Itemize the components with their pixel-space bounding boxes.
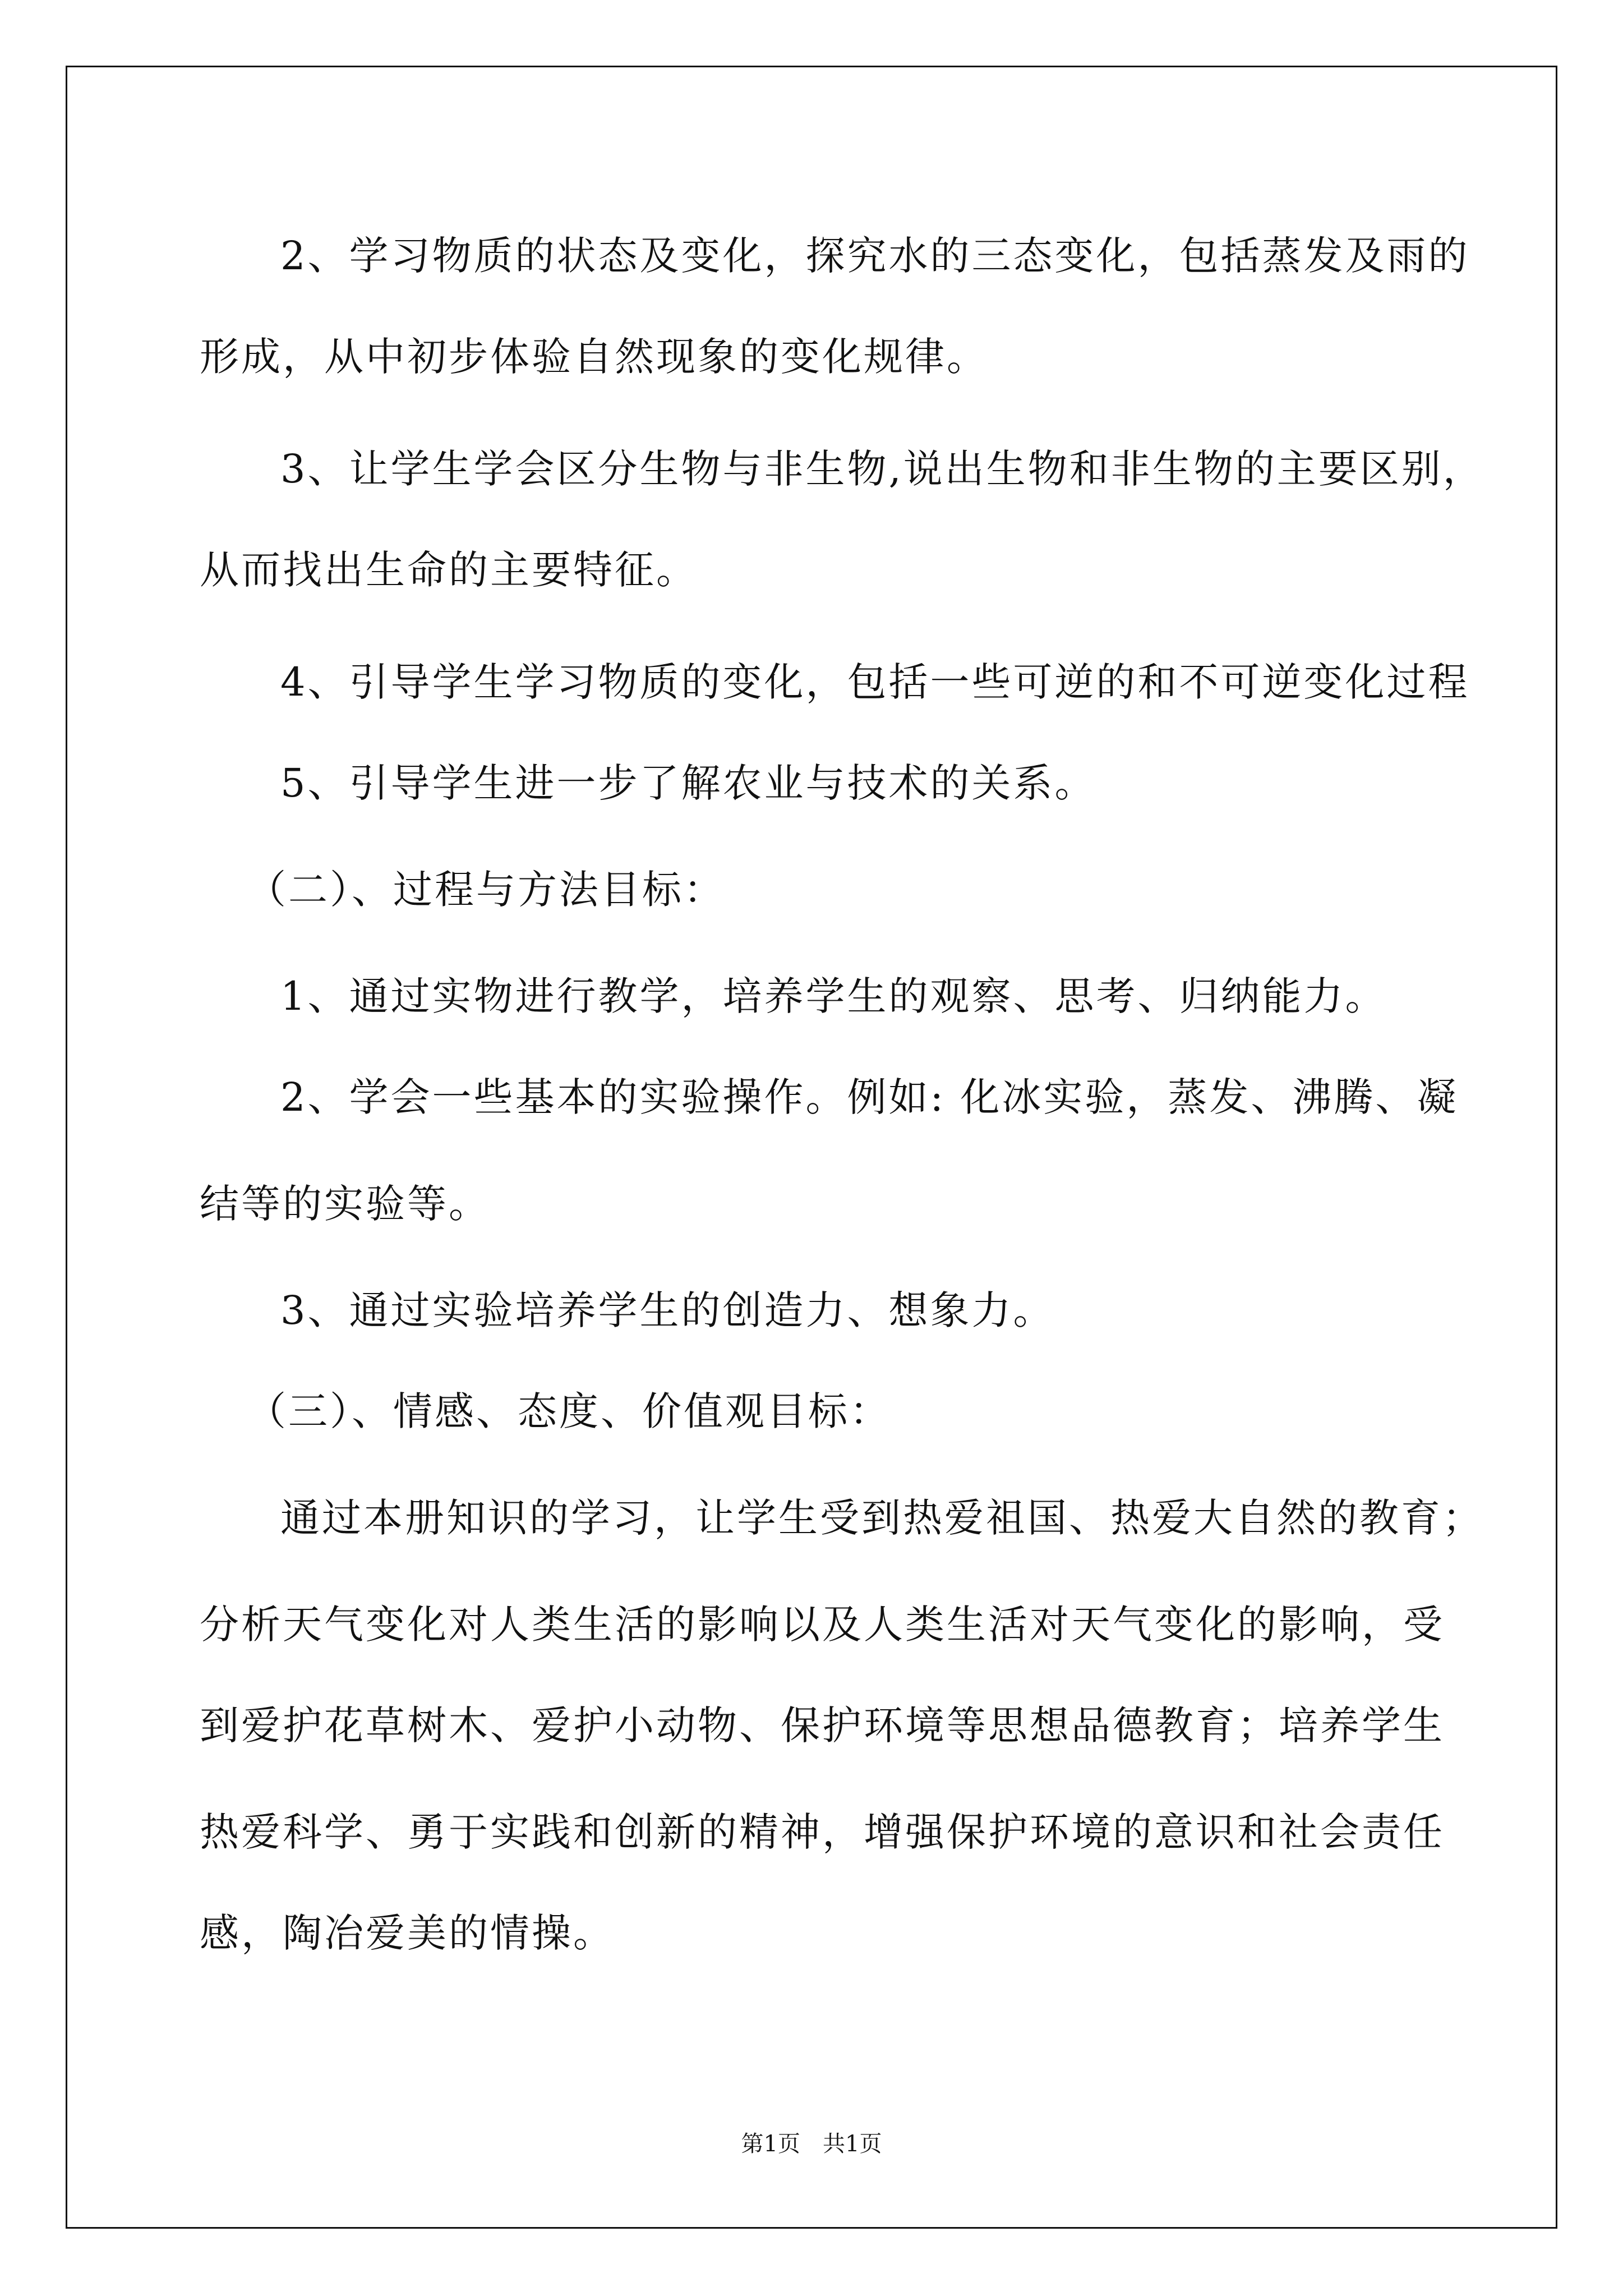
- text-line: 2、学会一些基本的实验操作。例如: 化冰实验，蒸发、沸腾、凝: [280, 1074, 1459, 1120]
- text-line: 到爱护花草树木、爱护小动物、保护环境等思想品德教育；培养学生: [200, 1703, 1445, 1749]
- text-line: 热爱科学、勇于实践和创新的精神，增强保护环境的意识和社会责任: [200, 1809, 1445, 1855]
- section-heading: （二）、过程与方法目标：: [247, 867, 725, 913]
- text-line: 2、学习物质的状态及变化，探究水的三态变化，包括蒸发及雨的: [280, 233, 1470, 279]
- text-line: 通过本册知识的学习，让学生受到热爱祖国、热爱大自然的教育；: [280, 1495, 1484, 1541]
- section-heading: （三）、情感、态度、价值观目标：: [247, 1388, 891, 1434]
- text-line: 分析天气变化对人类生活的影响以及人类生活对天气变化的影响，受: [200, 1602, 1445, 1648]
- text-line: 1、通过实物进行教学，培养学生的观察、思考、归纳能力。: [280, 973, 1387, 1019]
- text-line: 5、引导学生进一步了解农业与技术的关系。: [280, 760, 1096, 806]
- text-line: 形成，从中初步体验自然现象的变化规律。: [200, 334, 988, 380]
- text-line: 感，陶冶爱美的情操。: [200, 1910, 615, 1956]
- text-line: 结等的实验等。: [200, 1181, 490, 1227]
- page-number-footer: 第1页 共1页: [741, 2131, 882, 2157]
- text-line: 4、引导学生学习物质的变化，包括一些可逆的和不可逆变化过程: [280, 659, 1470, 705]
- text-line: 3、让学生学会区分生物与非生物,说出生物和非生物的主要区别，: [280, 446, 1484, 492]
- text-line: 3、通过实验培养学生的创造力、想象力。: [280, 1287, 1055, 1333]
- text-line: 从而找出生命的主要特征。: [200, 547, 698, 593]
